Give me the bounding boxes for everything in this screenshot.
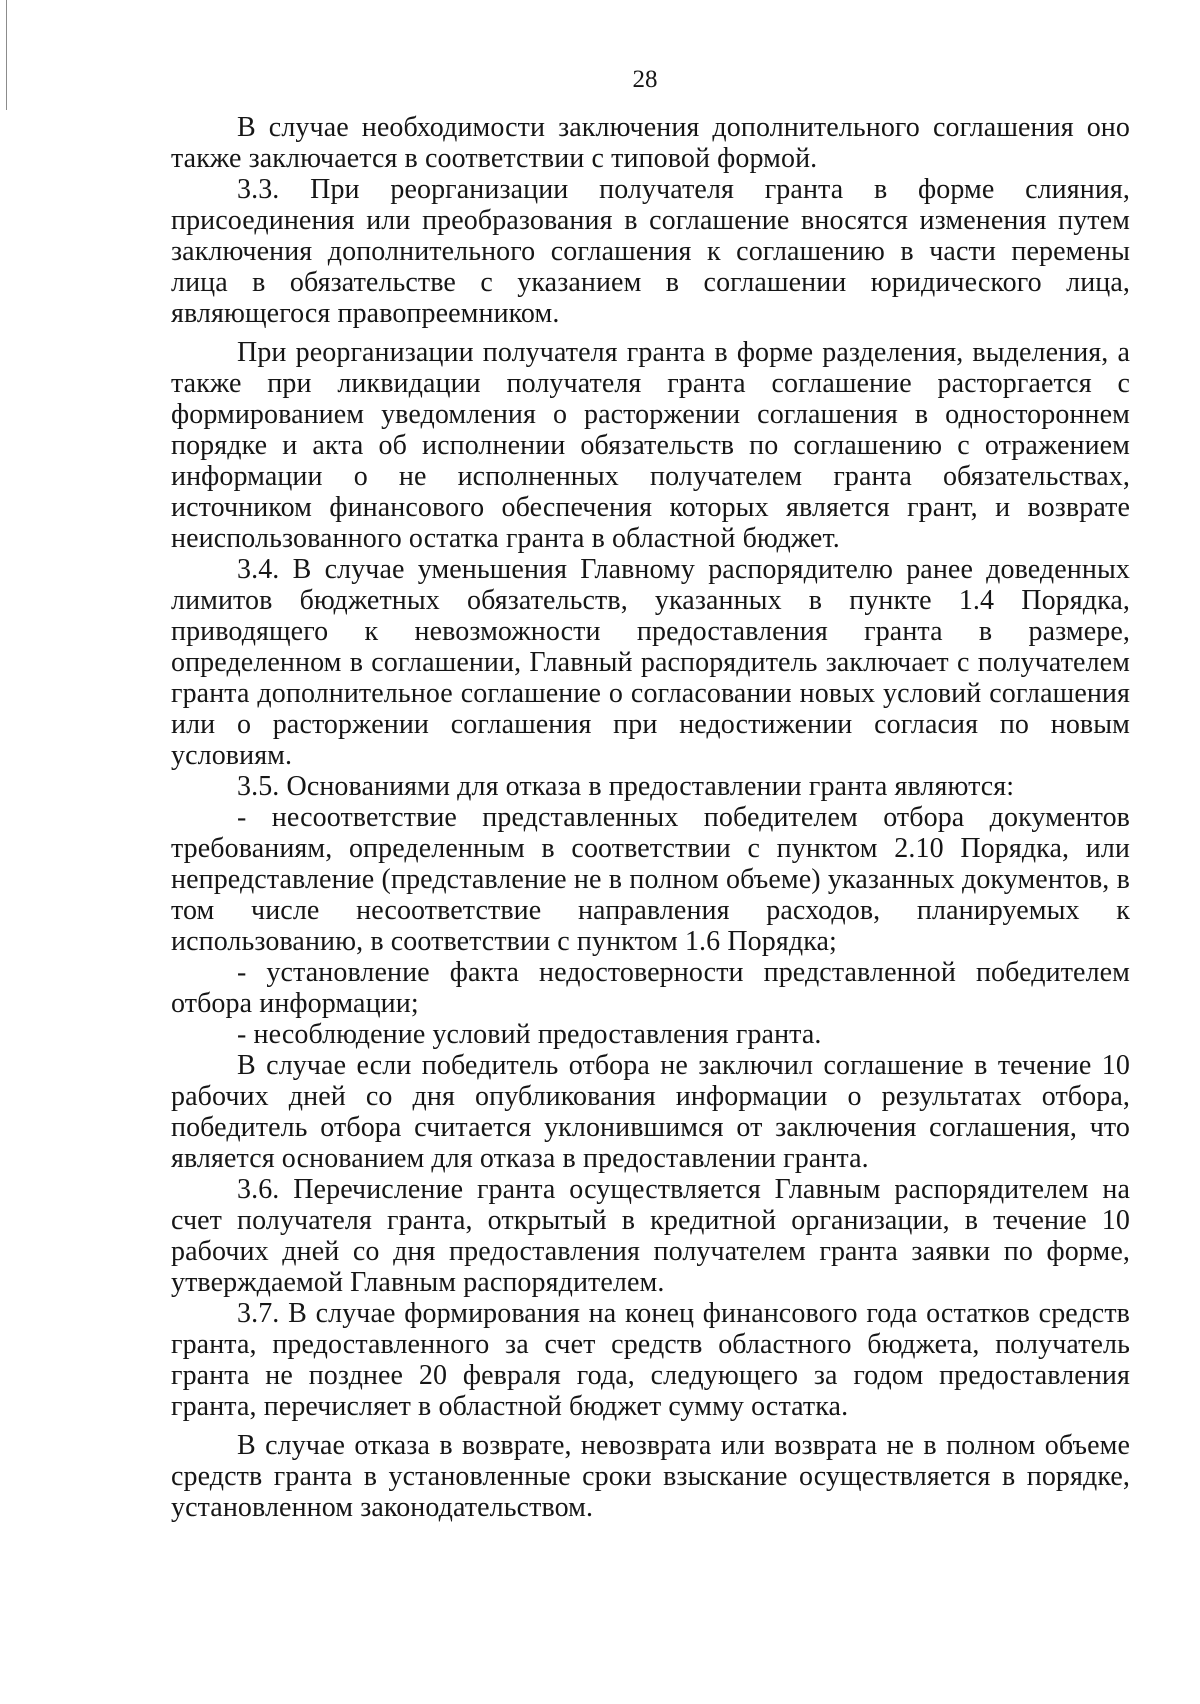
document-body (171, 112, 1130, 1523)
paragraph-additional-agreement: В случае необходимости заключения дополнительного соглашения оно также заключается в соответствии с типовой формой. (171, 112, 1130, 174)
paragraph-3-3: 3.3. При реорганизации получателя гранта в форме слияния, присоединения или преобразования в соглашение вносятся изменения путем заключения дополнительного соглашения к соглашению в части перемены лица в обязательстве с указанием в соглашении юридического лица, являющегося правопреемником. (171, 174, 1130, 329)
paragraph-3-5: 3.5. Основаниями для отказа в предоставлении гранта являются: (237, 771, 1015, 802)
list-item-refusal-reason-2: - установление факта недостоверности представленной победителем отбора информации; (171, 957, 1130, 1019)
paragraph-3-6: 3.6. Перечисление гранта осуществляется Главным распорядителем на счет получателя гранта, открытый в кредитной организации, в течение 10 рабочих дней со дня предоставления получателем гранта заявки по форме, утверждаемой Главным распорядителем. (171, 1174, 1130, 1298)
paragraph-reorganization-termination: При реорганизации получателя гранта в форме разделения, выделения, а также при ликвидации получателя гранта соглашение расторгается с формированием уведомления о расторжении соглашения в одностороннем порядке и акта об исполнении обязательств по соглашению с отражением информации о не исполненных получателем гранта обязательствах, источником финансового обеспечения которых является грант, и возврате неиспользованного остатка гранта в областной бюджет. (171, 337, 1130, 554)
paragraph-winner-evasion: В случае если победитель отбора не заключил соглашение в течение 10 рабочих дней со дня опубликования информации о результатах отбора, победитель отбора считается уклонившимся от заключения соглашения, что является основанием для отказа в предоставлении гранта. (171, 1050, 1130, 1174)
list-item-refusal-reason-3: - несоблюдение условий предоставления гранта. (237, 1019, 822, 1050)
paragraph-recovery: В случае отказа в возврате, невозврата или возврата не в полном объеме средств гранта в установленные сроки взыскание осуществляется в порядке, установленном законодательством. (171, 1430, 1130, 1523)
page-number: 28 (632, 66, 658, 93)
list-item-refusal-reason-1: - несоответствие представленных победителем отбора документов требованиям, определенным в соответствии с пунктом 2.10 Порядка, или непредставление (представление не в полном объеме) указанных документов, в том числе несоответствие направления расходов, планируемых к использованию, в соответствии с пунктом 1.6 Порядка; (171, 802, 1130, 957)
paragraph-3-4: 3.4. В случае уменьшения Главному распорядителю ранее доведенных лимитов бюджетных обязательств, указанных в пункте 1.4 Порядка, приводящего к невозможности предоставления гранта в размере, определенном в соглашении, Главный распорядитель заключает с получателем гранта дополнительное соглашение о согласовании новых условий соглашения или о расторжении соглашения при недостижении согласия по новым условиям. (171, 554, 1130, 771)
paragraph-3-7: 3.7. В случае формирования на конец финансового года остатков средств гранта, предоставленного за счет средств областного бюджета, получатель гранта не позднее 20 февраля года, следующего за годом предоставления гранта, перечисляет в областной бюджет сумму остатка. (171, 1298, 1130, 1422)
